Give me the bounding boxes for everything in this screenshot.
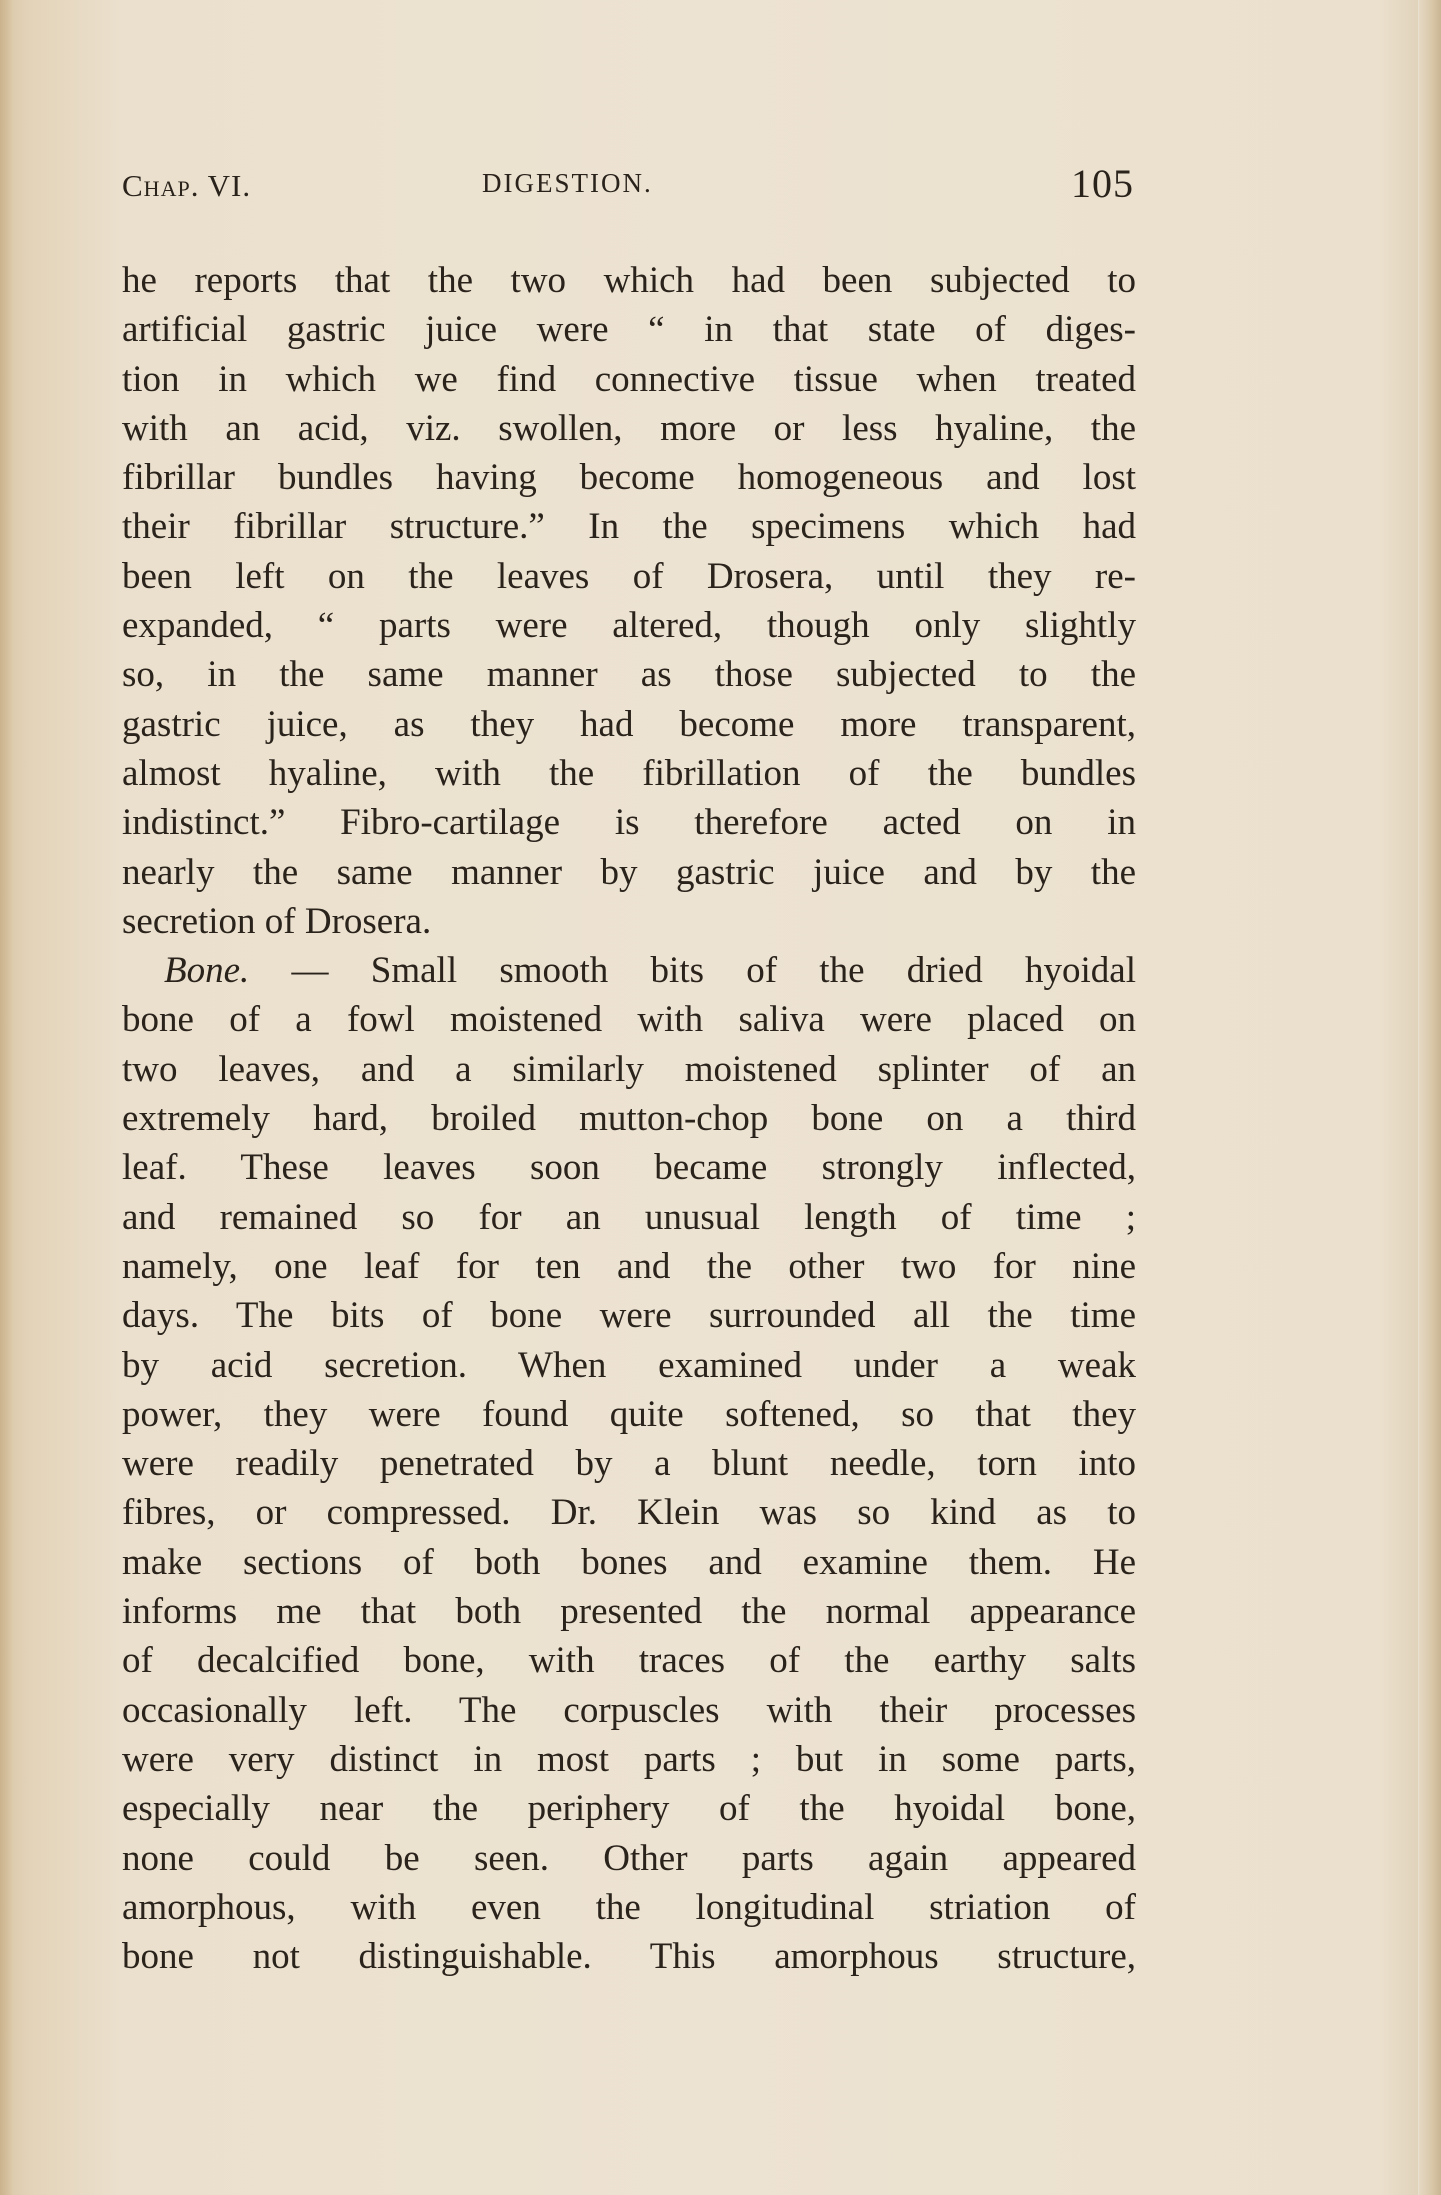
body-text bbox=[122, 256, 1136, 1981]
text-line: indistinct.” Fibro-cartilage is therefore acted on in bbox=[122, 802, 1136, 844]
text-line: namely, one leaf for ten and the other two for nine bbox=[122, 1245, 1136, 1287]
text-line: make sections of both bones and examine them. He bbox=[122, 1541, 1136, 1583]
running-title: DIGESTION. bbox=[482, 168, 653, 198]
bone-paragraph-first-line bbox=[122, 946, 1136, 995]
text-line: were very distinct in most parts ; but in some parts, bbox=[122, 1738, 1136, 1780]
text-line: of decalcified bone, with traces of the earthy salts bbox=[122, 1640, 1136, 1682]
chapter-label: Chap. VI. bbox=[122, 168, 252, 203]
text-line: their fibrillar structure.” In the specimens which had bbox=[122, 506, 1136, 548]
text-line: with an acid, viz. swollen, more or less hyaline, the bbox=[122, 407, 1136, 449]
text-line: fibrillar bundles having become homogeneous and lost bbox=[122, 457, 1136, 499]
page-left-edge bbox=[0, 0, 12, 2195]
text-line: amorphous, with even the longitudinal striation of bbox=[122, 1886, 1136, 1928]
text-line: been left on the leaves of Drosera, until they re- bbox=[122, 555, 1136, 597]
text-line: and remained so for an unusual length of time ; bbox=[122, 1196, 1136, 1238]
text-line: informs me that both presented the normal appearance bbox=[122, 1591, 1136, 1633]
text-line: tion in which we find connective tissue when treated bbox=[122, 358, 1136, 400]
bone-heading: Bone. bbox=[164, 950, 250, 992]
text-line: fibres, or compressed. Dr. Klein was so kind as to bbox=[122, 1492, 1136, 1534]
text-line: almost hyaline, with the fibrillation of the bundles bbox=[122, 752, 1136, 794]
text-line: nearly the same manner by gastric juice and by the bbox=[122, 851, 1136, 893]
page-right-edge bbox=[1418, 0, 1441, 2195]
page-number: 105 bbox=[1071, 161, 1134, 206]
text-line: expanded, “ parts were altered, though only slightly bbox=[122, 605, 1136, 647]
text-fragment: — Small smooth bits of the dried hyoidal bbox=[291, 950, 1136, 992]
text-line: were readily penetrated by a blunt needle, torn into bbox=[122, 1443, 1136, 1485]
text-line: occasionally left. The corpuscles with their processes bbox=[122, 1689, 1136, 1731]
text-line: extremely hard, broiled mutton-chop bone on a third bbox=[122, 1098, 1136, 1140]
text-line: so, in the same manner as those subjected to the bbox=[122, 654, 1136, 696]
text-line: days. The bits of bone were surrounded all the time bbox=[122, 1295, 1136, 1337]
text-line: artificial gastric juice were “ in that state of diges- bbox=[122, 309, 1136, 351]
text-line: two leaves, and a similarly moistened splinter of an bbox=[122, 1048, 1136, 1090]
text-line: bone of a fowl moistened with saliva were placed on bbox=[122, 999, 1136, 1041]
text-line: none could be seen. Other parts again appeared bbox=[122, 1837, 1136, 1879]
text-line: gastric juice, as they had become more transparent, bbox=[122, 703, 1136, 745]
running-header bbox=[122, 160, 1134, 210]
text-line: leaf. These leaves soon became strongly inflected, bbox=[122, 1147, 1136, 1189]
text-line: bone not distinguishable. This amorphous structure, bbox=[122, 1936, 1136, 1978]
text-line: he reports that the two which had been subjected to bbox=[122, 260, 1136, 301]
text-line: by acid secretion. When examined under a weak bbox=[122, 1344, 1136, 1386]
text-line: secretion of Drosera. bbox=[122, 900, 432, 942]
text-line: power, they were found quite softened, so that they bbox=[122, 1393, 1136, 1435]
text-line: especially near the periphery of the hyoidal bone, bbox=[122, 1788, 1136, 1830]
